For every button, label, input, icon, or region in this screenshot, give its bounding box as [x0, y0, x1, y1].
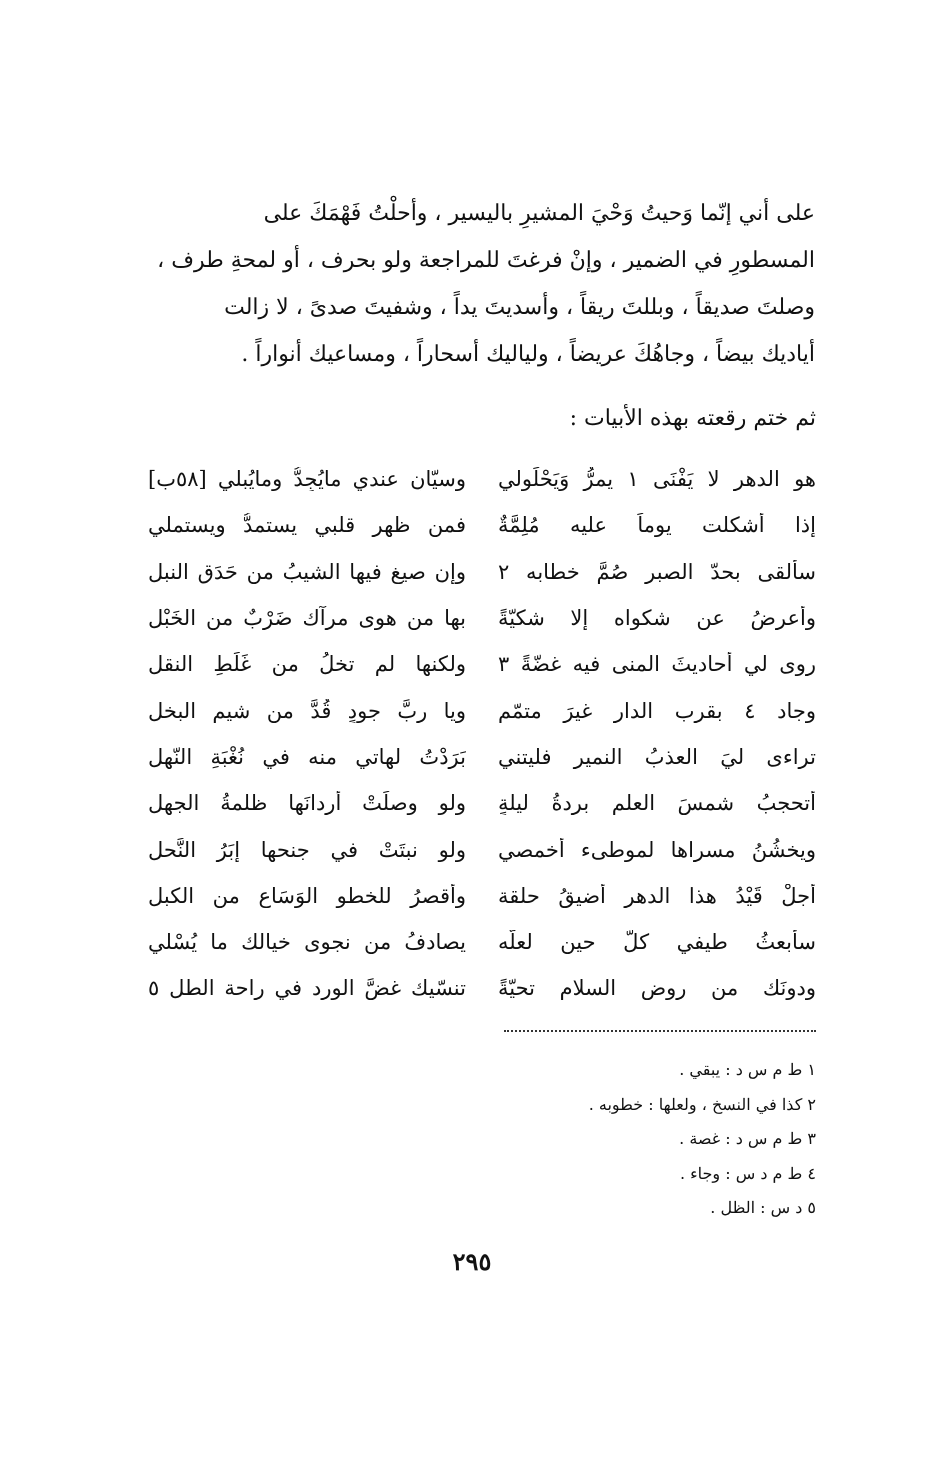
verse-first-hemistich: روى لي أحاديثَ المنى فيه غضّةً ٣: [498, 652, 816, 677]
verse-second-hemistich: وسيّانِ عندي مايُجِدُّ ومايُبلي [٥٨ب]: [148, 467, 466, 492]
verse-second-hemistich: يصادفُ من نجوى خيالك ما يُسْلي: [148, 930, 466, 955]
verse-second-hemistich: بَرَدْتُ لهاتي منه في نُغْبَةِ النّهل: [148, 744, 466, 769]
verse-first-hemistich: هو الدهر لا يَفْنَى ١ يمرُّ وَيَحْلَولي: [498, 467, 816, 492]
prose-paragraph: [150, 190, 815, 378]
verse-line: [148, 873, 816, 919]
verse-second-hemistich: ولو نبتَتْ في جنحها إبَرُ النَّحل: [148, 837, 466, 862]
verse-line: [148, 780, 816, 826]
verse-line: [148, 687, 816, 733]
verse-first-hemistich: ويخشُنُ مسراها لموطىء أخمصي: [498, 837, 816, 862]
verse-line: [148, 919, 816, 965]
verse-line: [148, 826, 816, 872]
prose-line: وصلتَ صديقاً ، وبللتَ ريقاً ، وأسديتَ يداً ، وشفيتَ صدىً ، لا زالت: [224, 295, 815, 320]
verse-line: [148, 456, 816, 502]
poem: [148, 456, 816, 1012]
verse-first-hemistich: سأبعثُ طيفي كلَّ حينٍ لعلّه: [498, 930, 816, 955]
footnote: ٣ ط م س د : غصة .: [679, 1129, 816, 1148]
footnote: ٤ ط م د س : وجاء .: [679, 1163, 816, 1183]
verse-second-hemistich: فمن ظهر قلبي يستمدُّ ويستملي: [148, 513, 466, 538]
verse-line: [148, 549, 816, 595]
verse-line: [148, 734, 816, 780]
verse-second-hemistich: وأقصرُ للخطو الوَسَاع من الكبل: [148, 883, 466, 908]
verse-first-hemistich: أجلْ قَيْدُ هذا الدهر أضيقُ حلقة: [498, 883, 816, 908]
verse-second-hemistich: ويا ربَّ جودٍ قُدَّ من شيم البخل: [148, 698, 466, 723]
footnote: ١ ط م س د : يبقي .: [679, 1060, 816, 1079]
verse-line: [148, 502, 816, 548]
footnote-divider: [504, 1030, 816, 1032]
verse-line: [148, 965, 816, 1011]
footnotes: [396, 1053, 816, 1226]
verse-first-hemistich: وأعرضُ عن شكواه إلا شكيّةً: [498, 606, 816, 631]
footnote: ٢ كذا في النسخ ، ولعلها : خطوبه .: [588, 1094, 816, 1114]
verse-first-hemistich: وجاد ٤ بقرب الدار غيرَ متمّمٍ: [498, 698, 816, 723]
verse-second-hemistich: وإن صيغ فيها الشيبُ من حَدَقِ النبل: [148, 559, 466, 584]
verse-first-hemistich: سألقى بحدّ الصبر صُمَّ خطابه ٢: [498, 559, 816, 584]
verse-line: [148, 595, 816, 641]
verse-first-hemistich: ودونَك من روض السلام تحيّةً: [498, 976, 816, 1001]
verse-second-hemistich: تنسّيك غضَّ الورد في راحة الطل ٥: [148, 976, 466, 1001]
verse-first-hemistich: إذا أشكلت يوماً عليه مُلِمَّةٌ: [498, 513, 816, 538]
page-number: ٢٩٥: [452, 1247, 492, 1276]
verse-first-hemistich: أتحجبُ شمسَ العلم بردةُ ليلةٍ: [498, 791, 816, 816]
verse-second-hemistich: ولكنها لم تخلُ من غَلَطِ النقل: [148, 652, 466, 677]
verse-line: [148, 641, 816, 687]
footnote: ٥ د س : الظل .: [710, 1198, 816, 1217]
verse-second-hemistich: ولو وصلَتْ أردانَها ظلمةُ الجهل: [148, 791, 466, 816]
verse-second-hemistich: بها من هوى مرآك ضَرْبٌ من الخَبْل: [148, 606, 466, 631]
prose-line: على أني إنّما وَحيتُ وَحْيَ المشيرِ باليسير ، وأحلْتُ فَهْمَكَ على: [263, 201, 815, 226]
verse-first-hemistich: تراءى ليَ العذبُ النمير فليتني: [498, 744, 816, 769]
verses-intro: ثم ختم رقعته بهذه الأبيات :: [569, 406, 816, 431]
prose-line: المسطورِ في الضمير ، وإنْ فرغتَ للمراجعة ولو بحرف ، أو لمحةِ طرف ،: [157, 248, 815, 273]
prose-line: أياديك بيضاً ، وجاهُكَ عريضاً ، ولياليك أسحاراً ، ومساعيك أنواراً .: [241, 342, 815, 367]
